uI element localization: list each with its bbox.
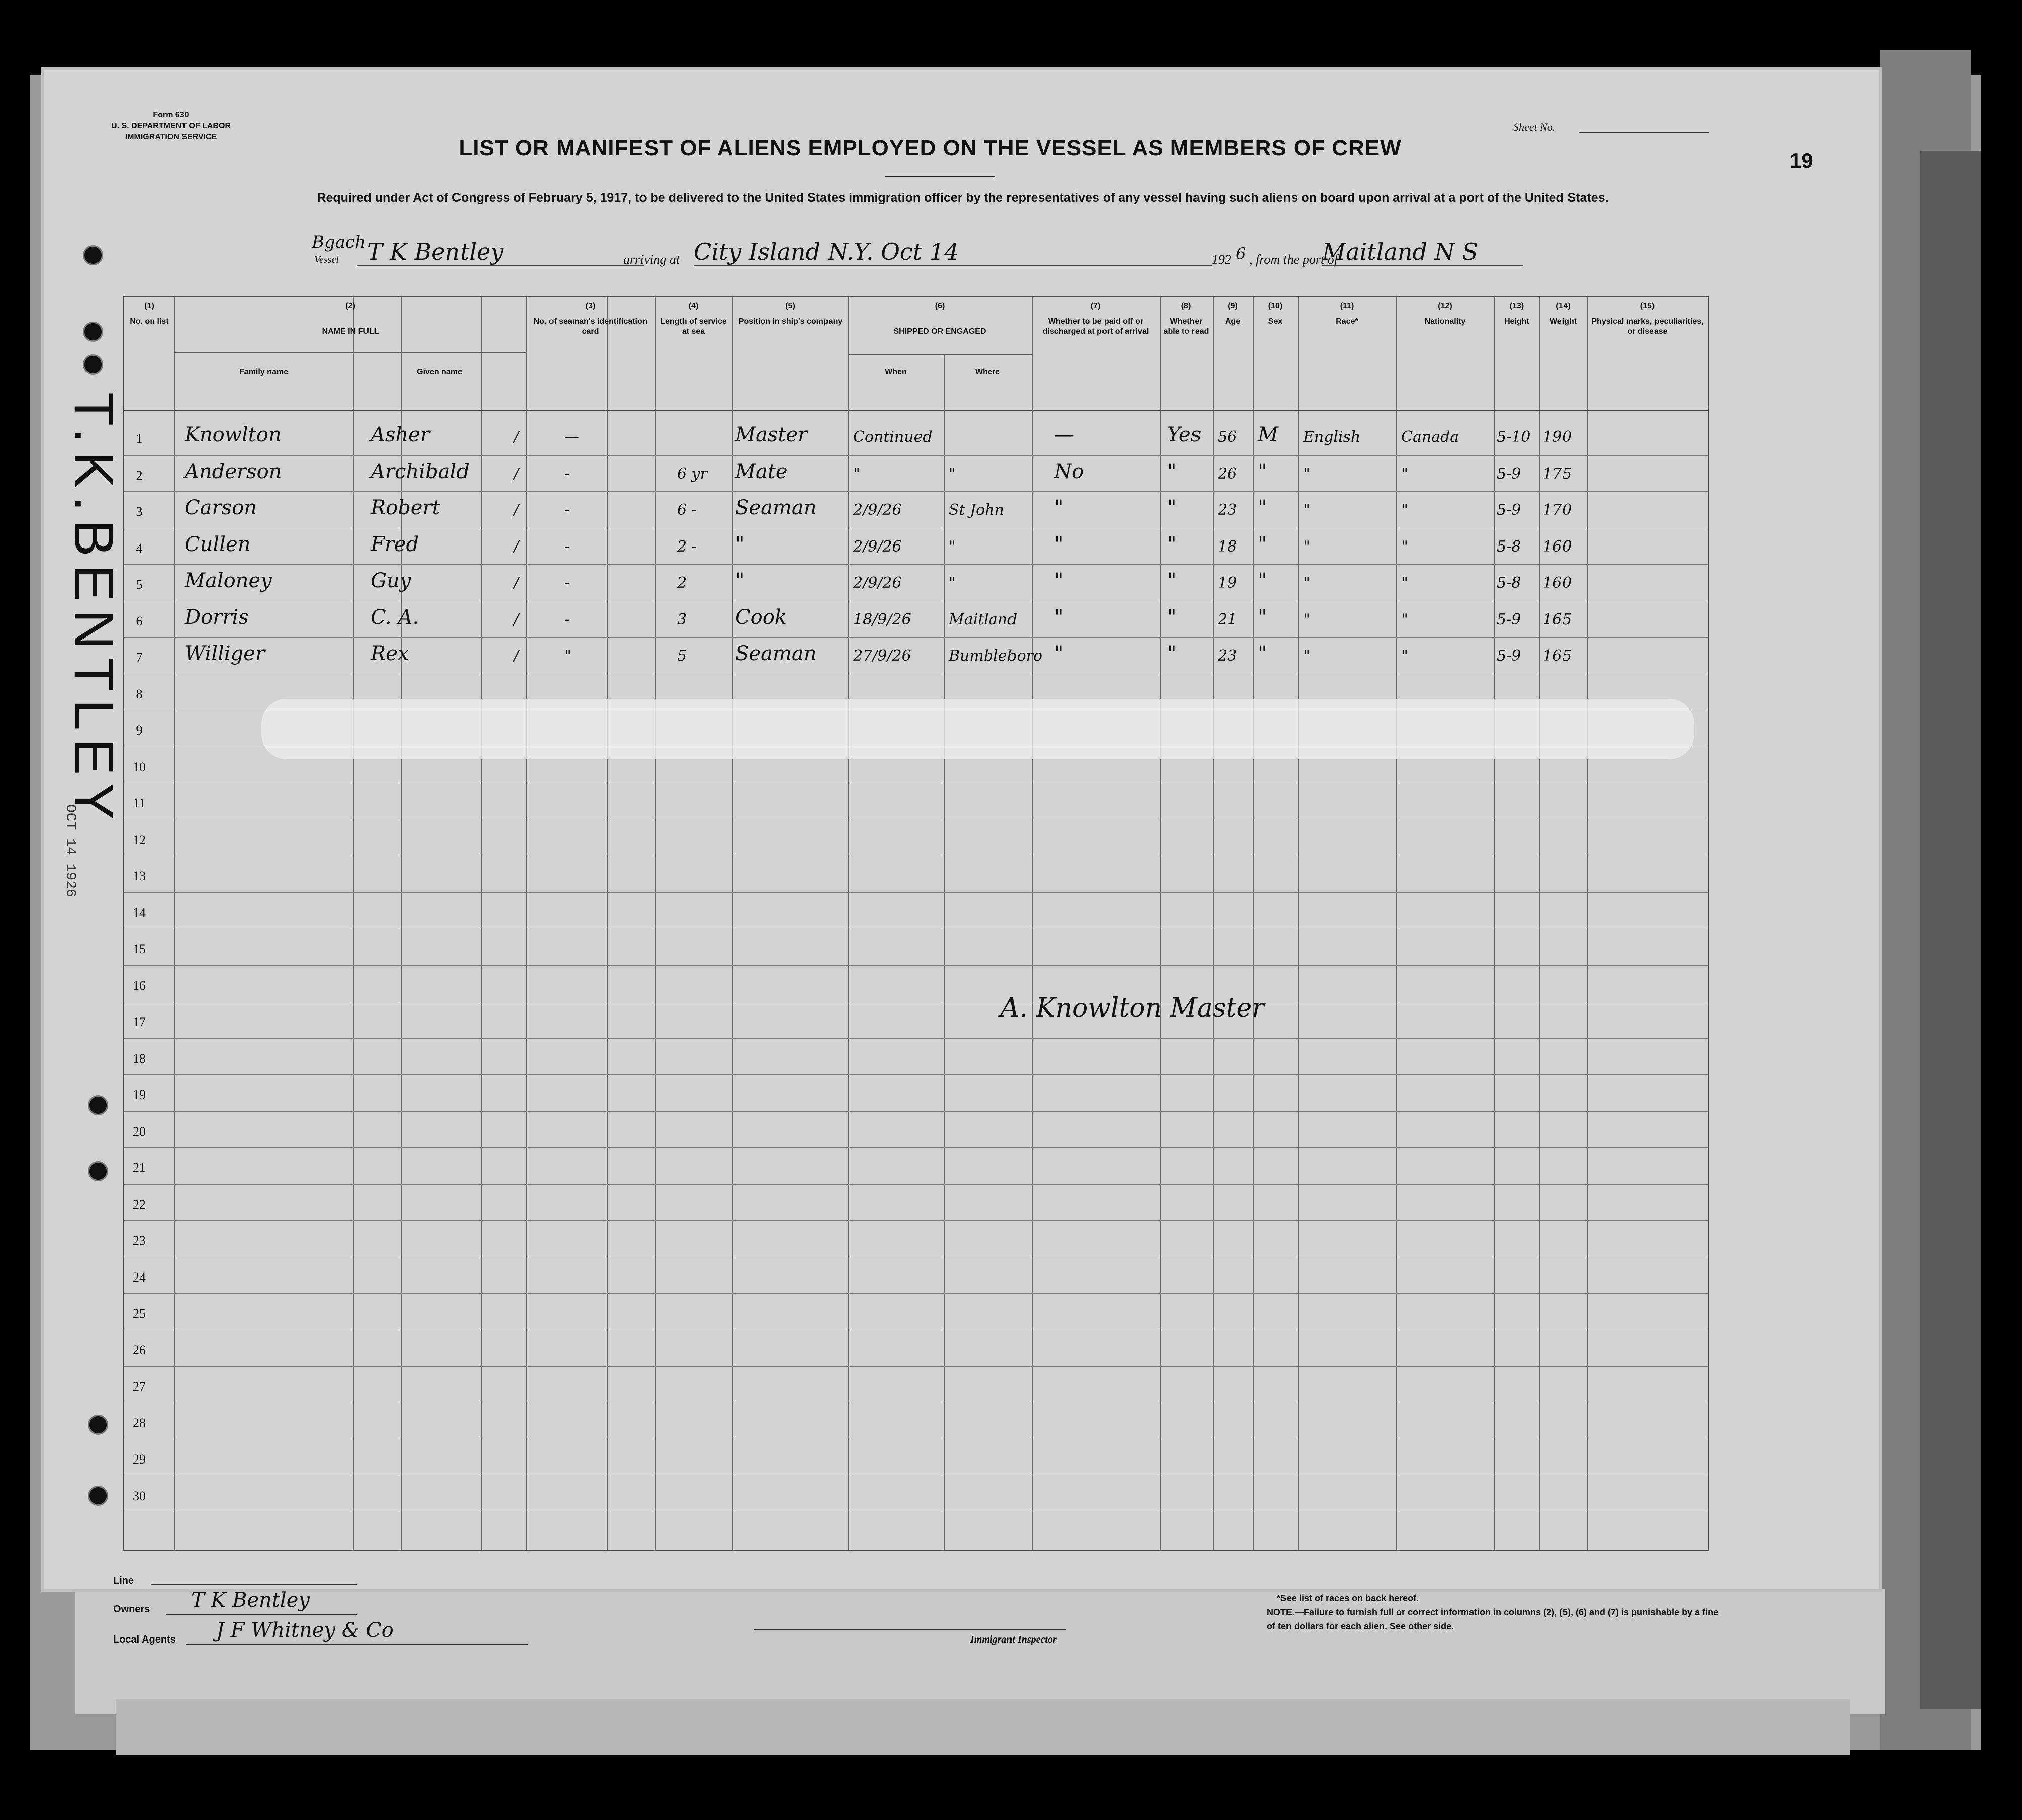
row-number: 16: [133, 978, 146, 993]
crew-when-cell: 2/9/26: [853, 501, 902, 519]
row-rule: [124, 1366, 1708, 1367]
crew-nationality-cell: ": [1401, 537, 1408, 556]
crew-tick-cell: /: [514, 647, 519, 665]
crew-age-cell: 18: [1218, 537, 1237, 556]
crew-nationality-cell: ": [1401, 501, 1408, 519]
row-rule: [124, 1220, 1708, 1221]
crew-position-cell: ": [735, 532, 745, 556]
binder-hole: [83, 322, 103, 342]
crew-race-cell: ": [1303, 537, 1310, 556]
crew-position-cell: ": [735, 569, 745, 592]
arriving-at: City Island N.Y. Oct 14: [694, 238, 959, 265]
agents-value: J F Whitney & Co: [216, 1619, 394, 1642]
crew-sex-cell: ": [1258, 496, 1267, 519]
row-number: 7: [136, 650, 143, 665]
crew-given-cell: C. A.: [371, 605, 419, 629]
column-number: (13): [1509, 302, 1524, 310]
crew-sex-cell: ": [1258, 605, 1267, 629]
crew-weight-cell: 170: [1543, 501, 1572, 519]
column-rule: [174, 297, 175, 1550]
crew-sex-cell: ": [1258, 460, 1267, 483]
crew-family-cell: Cullen: [185, 532, 251, 556]
row-number: 10: [133, 759, 146, 774]
row-number: 26: [133, 1342, 146, 1357]
sheet-no-label: Sheet No.: [1513, 121, 1556, 133]
row-number: 1: [136, 431, 143, 446]
owners-underline: [166, 1614, 357, 1615]
year-suffix: 6: [1236, 244, 1246, 263]
crew-age-cell: 21: [1218, 610, 1237, 628]
crew-family-cell: Maloney: [185, 569, 272, 592]
column-rule: [1494, 297, 1495, 1550]
form-number: Form 630: [153, 111, 189, 119]
crew-when-cell: 27/9/26: [853, 647, 911, 665]
row-number: 28: [133, 1415, 146, 1430]
owners-value: T K Bentley: [191, 1589, 310, 1612]
column-label: No. on list: [130, 317, 169, 326]
stacked-page: [116, 1699, 1850, 1755]
from-port: Maitland N S: [1322, 238, 1478, 265]
crew-given-cell: Fred: [371, 532, 419, 556]
binder-hole: [88, 1486, 108, 1506]
crew-family-cell: Anderson: [185, 460, 282, 483]
crew-age-cell: 23: [1218, 501, 1237, 519]
port-underline: [1322, 265, 1523, 266]
column-label: Physical marks, peculiarities, or disease: [1591, 317, 1704, 336]
manifest-table: [123, 296, 1709, 1551]
column-rule: [526, 297, 527, 1550]
fine-note: NOTE.—Failure to furnish full or correct information in columns (2), (5), (6) and (7) is punishable by a fine of ten dollars for each alien. See other side.: [1267, 1607, 1719, 1631]
title-rule: [885, 176, 995, 177]
binder-hole: [88, 1161, 108, 1181]
crew-tick-cell: /: [514, 574, 519, 592]
crew-tick-cell: /: [514, 501, 519, 519]
crew-read-cell: ": [1167, 569, 1177, 592]
agents-label: Local Agents: [113, 1634, 176, 1645]
crew-read-cell: ": [1167, 460, 1177, 483]
crew-position-cell: Master: [735, 423, 808, 446]
column-rule: [1298, 297, 1299, 1550]
crew-weight-cell: 165: [1543, 610, 1572, 628]
column-label: NAME IN FULL: [322, 327, 379, 336]
line-underline: [151, 1584, 357, 1585]
shipped-header-rule: [848, 354, 1032, 355]
vessel-name-stamp: [50, 392, 131, 845]
row-number: 5: [136, 577, 143, 592]
when-header: When: [885, 368, 907, 376]
column-rule: [401, 297, 402, 1550]
row-rule: [124, 564, 1708, 565]
row-number: 27: [133, 1379, 146, 1394]
crew-family-cell: Knowlton: [185, 423, 282, 446]
vessel-label: Vessel: [314, 254, 339, 265]
crew-height-cell: 5-9: [1497, 465, 1521, 483]
service-label: IMMIGRATION SERVICE: [125, 133, 217, 141]
crew-when-cell: 18/9/26: [853, 610, 911, 628]
vessel-name-stamp-text: T.K.BENTLEY: [63, 392, 125, 828]
crew-nationality-cell: ": [1401, 610, 1408, 628]
crew-sex-cell: M: [1258, 423, 1278, 446]
column-rule: [1253, 297, 1254, 1550]
crew-position-cell: Cook: [735, 605, 787, 629]
date-stamp: [58, 804, 98, 955]
crew-card-cell: -: [564, 574, 570, 592]
crew-race-cell: ": [1303, 610, 1310, 628]
column-number: (10): [1268, 302, 1283, 310]
column-number: (1): [144, 302, 154, 310]
crew-given-cell: Robert: [371, 496, 440, 519]
column-label: No. of seaman's identification card: [533, 317, 648, 336]
row-number: 9: [136, 723, 143, 738]
crew-age-cell: 19: [1218, 574, 1237, 592]
crew-card-cell: ": [564, 647, 571, 665]
column-rule: [481, 297, 482, 1550]
crew-weight-cell: 165: [1543, 647, 1572, 665]
family-name-header: Family name: [239, 368, 288, 376]
column-rule: [1160, 297, 1161, 1550]
binder-hole: [83, 354, 103, 375]
sheet-no-line: [1579, 132, 1709, 133]
crew-height-cell: 5-8: [1497, 537, 1521, 556]
margin-number: 19: [1790, 149, 1813, 172]
crew-paid-cell: ": [1054, 496, 1064, 519]
column-label: Length of service at sea: [660, 317, 727, 336]
row-number: 20: [133, 1124, 146, 1139]
vessel-name: T K Bentley: [367, 238, 504, 265]
crew-sex-cell: ": [1258, 642, 1267, 665]
row-rule: [124, 892, 1708, 893]
row-number: 14: [133, 905, 146, 920]
subtitle: Required under Act of Congress of February 5, 1917, to be delivered to the United States immigration officer by the representatives of any vessel having such aliens on board upon arrival at a port of the United States.: [317, 191, 1609, 205]
row-rule: [124, 637, 1708, 638]
row-rule: [124, 455, 1708, 456]
column-number: (15): [1640, 302, 1655, 310]
row-number: 6: [136, 613, 143, 628]
row-rule: [124, 1147, 1708, 1148]
crew-where-cell: St John: [949, 501, 1004, 519]
crew-paid-cell: ": [1054, 605, 1064, 629]
master-signature: A. Knowlton Master: [1000, 993, 1265, 1023]
crew-age-cell: 26: [1218, 465, 1237, 483]
column-label: Sex: [1268, 317, 1283, 326]
arriving-label: arriving at: [623, 252, 680, 267]
crew-tick-cell: /: [514, 537, 519, 556]
row-rule: [124, 491, 1708, 492]
crew-nationality-cell: Canada: [1401, 428, 1459, 446]
crew-where-cell: Bumbleboro: [949, 647, 1043, 665]
column-rule: [1587, 297, 1588, 1550]
crew-when-cell: 2/9/26: [853, 574, 902, 592]
crew-race-cell: English: [1303, 428, 1361, 446]
column-label: Nationality: [1424, 317, 1466, 326]
column-label: Whether able to read: [1163, 317, 1209, 336]
races-note: *See list of races on back hereof.: [1277, 1593, 1419, 1603]
header-rule: [124, 410, 1708, 411]
crew-family-cell: Williger: [185, 642, 265, 665]
crew-age-cell: 56: [1218, 428, 1237, 446]
crew-race-cell: ": [1303, 501, 1310, 519]
footer-note: [1267, 1591, 1719, 1633]
column-rule: [1213, 297, 1214, 1550]
vessel-underline: [357, 265, 644, 266]
column-rule: [1396, 297, 1397, 1550]
crew-read-cell: Yes: [1167, 423, 1202, 446]
row-number: 18: [133, 1051, 146, 1066]
crew-when-cell: 2/9/26: [853, 537, 902, 556]
crew-paid-cell: —: [1054, 423, 1074, 446]
crew-service-cell: 5: [677, 647, 687, 665]
crew-family-cell: Dorris: [185, 605, 249, 629]
column-number: (4): [688, 302, 699, 310]
crew-weight-cell: 190: [1543, 428, 1572, 446]
crew-paid-cell: ": [1054, 642, 1064, 665]
crew-service-cell: 6 yr: [677, 465, 707, 483]
vessel-line: [312, 232, 1770, 271]
page-title: LIST OR MANIFEST OF ALIENS EMPLOYED ON THE VESSEL AS MEMBERS OF CREW: [458, 136, 1402, 160]
crew-weight-cell: 175: [1543, 465, 1572, 483]
crew-sex-cell: ": [1258, 532, 1267, 556]
column-rule: [655, 297, 656, 1550]
column-number: (9): [1228, 302, 1238, 310]
row-number: 21: [133, 1160, 146, 1175]
column-label: Race*: [1336, 317, 1358, 326]
column-label: Whether to be paid off or discharged at port of arrival: [1042, 317, 1149, 336]
crew-when-cell: ": [853, 465, 860, 483]
crew-read-cell: ": [1167, 642, 1177, 665]
crew-service-cell: 2: [677, 574, 687, 592]
crew-card-cell: —: [564, 428, 579, 446]
crew-where-cell: ": [949, 465, 956, 483]
crew-given-cell: Guy: [371, 569, 411, 592]
column-rule: [944, 354, 945, 1550]
crew-tick-cell: /: [514, 428, 519, 446]
row-number: 11: [133, 796, 146, 810]
column-number: (5): [785, 302, 795, 310]
date-stamp-text: OCT 14 1926: [62, 804, 78, 897]
binder-hole: [83, 245, 103, 265]
row-number: 22: [133, 1197, 146, 1212]
crew-card-cell: -: [564, 537, 570, 556]
crew-position-cell: Seaman: [735, 496, 817, 519]
crew-card-cell: -: [564, 465, 570, 483]
column-number: (11): [1340, 302, 1354, 310]
crew-given-cell: Archibald: [371, 460, 470, 483]
crew-family-cell: Carson: [185, 496, 257, 519]
column-label: Position in ship's company: [738, 317, 843, 326]
column-label: Weight: [1549, 317, 1577, 326]
vessel-prefix-handwriting: Bgach: [312, 232, 366, 252]
crew-service-cell: 3: [677, 610, 687, 628]
crew-height-cell: 5-10: [1497, 428, 1531, 446]
paper-smudge: [261, 699, 1694, 759]
column-label: Height: [1504, 317, 1529, 326]
background-paper-edge: [1920, 151, 1981, 1709]
column-rule: [732, 297, 733, 1550]
row-rule: [124, 1074, 1708, 1075]
column-label: Age: [1225, 317, 1241, 326]
column-rule: [353, 297, 354, 1550]
crew-paid-cell: ": [1054, 569, 1064, 592]
row-rule: [124, 1293, 1708, 1294]
crew-service-cell: 6 -: [677, 501, 697, 519]
column-rule: [848, 297, 849, 1550]
binder-hole: [88, 1415, 108, 1435]
owners-label: Owners: [113, 1604, 150, 1615]
crew-height-cell: 5-9: [1497, 647, 1521, 665]
crew-card-cell: -: [564, 610, 570, 628]
row-number: 17: [133, 1015, 146, 1029]
column-number: (8): [1181, 302, 1191, 310]
row-number: 3: [136, 504, 143, 519]
row-number: 19: [133, 1087, 146, 1102]
crew-nationality-cell: ": [1401, 465, 1408, 483]
crew-height-cell: 5-9: [1497, 610, 1521, 628]
row-number: 2: [136, 468, 143, 483]
crew-height-cell: 5-8: [1497, 574, 1521, 592]
given-name-header: Given name: [417, 368, 463, 376]
row-rule: [124, 1184, 1708, 1185]
crew-where-cell: Maitland: [949, 610, 1018, 628]
crew-race-cell: ": [1303, 574, 1310, 592]
crew-given-cell: Rex: [371, 642, 409, 665]
crew-tick-cell: /: [514, 610, 519, 628]
column-number: (7): [1090, 302, 1101, 310]
line-label: Line: [113, 1575, 134, 1586]
row-number: 30: [133, 1488, 146, 1503]
row-number: 4: [136, 540, 143, 556]
row-number: 13: [133, 869, 146, 883]
crew-nationality-cell: ": [1401, 647, 1408, 665]
binder-hole: [88, 1095, 108, 1115]
crew-where-cell: ": [949, 574, 956, 592]
inspector-line: [754, 1629, 1066, 1630]
crew-paid-cell: No: [1054, 460, 1084, 483]
row-number: 15: [133, 942, 146, 956]
arriving-underline: [694, 265, 1212, 266]
column-number: (14): [1556, 302, 1571, 310]
column-rule: [1032, 297, 1033, 1550]
crew-paid-cell: ": [1054, 532, 1064, 556]
crew-when-cell: Continued: [853, 428, 933, 446]
crew-tick-cell: /: [514, 465, 519, 483]
crew-race-cell: ": [1303, 647, 1310, 665]
crew-race-cell: ": [1303, 465, 1310, 483]
where-header: Where: [975, 368, 1000, 376]
crew-given-cell: Asher: [371, 423, 430, 446]
crew-sex-cell: ": [1258, 569, 1267, 592]
row-number: 25: [133, 1306, 146, 1321]
row-rule: [124, 965, 1708, 966]
column-rule: [1539, 297, 1540, 1550]
crew-nationality-cell: ": [1401, 574, 1408, 592]
crew-position-cell: Seaman: [735, 642, 817, 665]
inspector-label: Immigrant Inspector: [970, 1634, 1057, 1645]
crew-read-cell: ": [1167, 605, 1177, 629]
crew-age-cell: 23: [1218, 647, 1237, 665]
crew-read-cell: ": [1167, 532, 1177, 556]
agents-underline: [186, 1644, 528, 1645]
row-number: 23: [133, 1233, 146, 1248]
from-label: , from the port of: [1249, 252, 1338, 267]
row-rule: [124, 1038, 1708, 1039]
column-number: (12): [1438, 302, 1452, 310]
crew-weight-cell: 160: [1543, 574, 1572, 592]
crew-where-cell: ": [949, 537, 956, 556]
crew-service-cell: 2 -: [677, 537, 697, 556]
row-number: 8: [136, 686, 143, 701]
row-rule: [124, 1111, 1708, 1112]
row-number: 24: [133, 1269, 146, 1285]
crew-read-cell: ": [1167, 496, 1177, 519]
column-rule: [607, 297, 608, 1550]
crew-card-cell: -: [564, 501, 570, 519]
form-identifier: [106, 110, 236, 143]
row-number: 12: [133, 832, 146, 847]
column-number: (6): [935, 302, 945, 310]
year-prefix: 192: [1212, 252, 1231, 267]
crew-position-cell: Mate: [735, 460, 788, 483]
crew-weight-cell: 160: [1543, 537, 1572, 556]
column-label: SHIPPED OR ENGAGED: [893, 327, 986, 336]
row-number: 29: [133, 1452, 146, 1467]
column-number: (2): [345, 302, 355, 310]
department-label: U. S. DEPARTMENT OF LABOR: [111, 122, 231, 130]
crew-height-cell: 5-9: [1497, 501, 1521, 519]
name-header-rule: [174, 352, 526, 353]
column-number: (3): [585, 302, 596, 310]
